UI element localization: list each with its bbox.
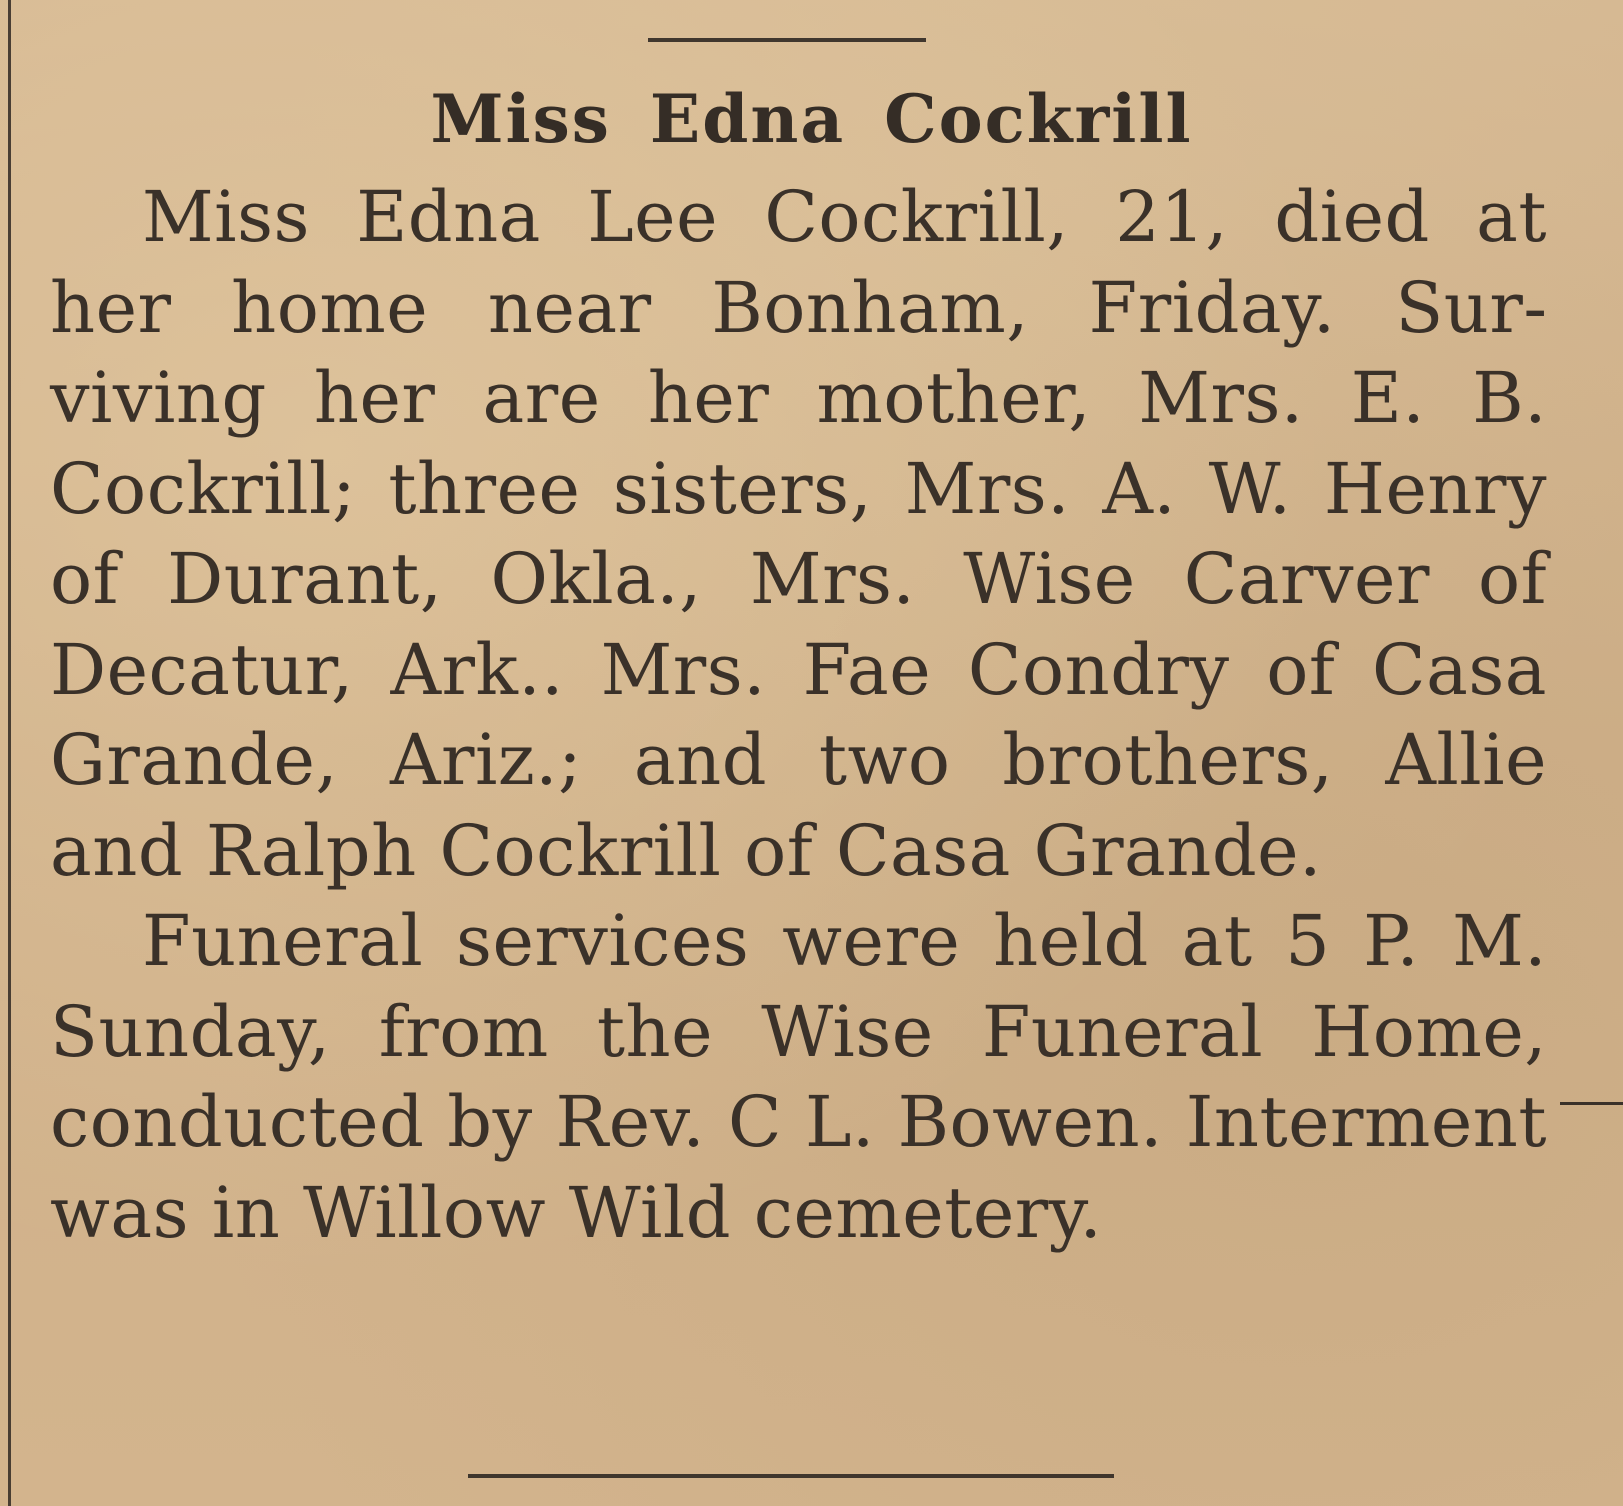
top-divider	[648, 38, 926, 42]
obituary-paragraph-funeral-services: Funeral services were held at 5 P. M. Sunday, from the Wise Funeral Home, conducted by Rev. C L. Bowen. Interment was in Willow Wild cemetery.	[50, 900, 1547, 1254]
obituary-body	[50, 172, 1547, 1258]
column-rule-right-fragment	[1560, 1102, 1623, 1105]
obituary-paragraph-death-notice: Miss Edna Lee Cockrill, 21, died at her home near Bonham, Friday. Surviving her are her mother, Mrs. E. B. Cockrill; three sisters, Mrs. A. W. Henry of Durant, Okla., Mrs. Wise Carver of Decatur, Ark.. Mrs. Fae Condry of Casa Grande, Ariz.; and two brothers, Allie and Ralph Cockrill of Casa Grande.	[50, 176, 1547, 892]
obituary-headline: Miss Edna Cockrill	[430, 80, 1193, 158]
column-rule-left	[8, 0, 11, 1506]
bottom-divider	[468, 1474, 1114, 1478]
